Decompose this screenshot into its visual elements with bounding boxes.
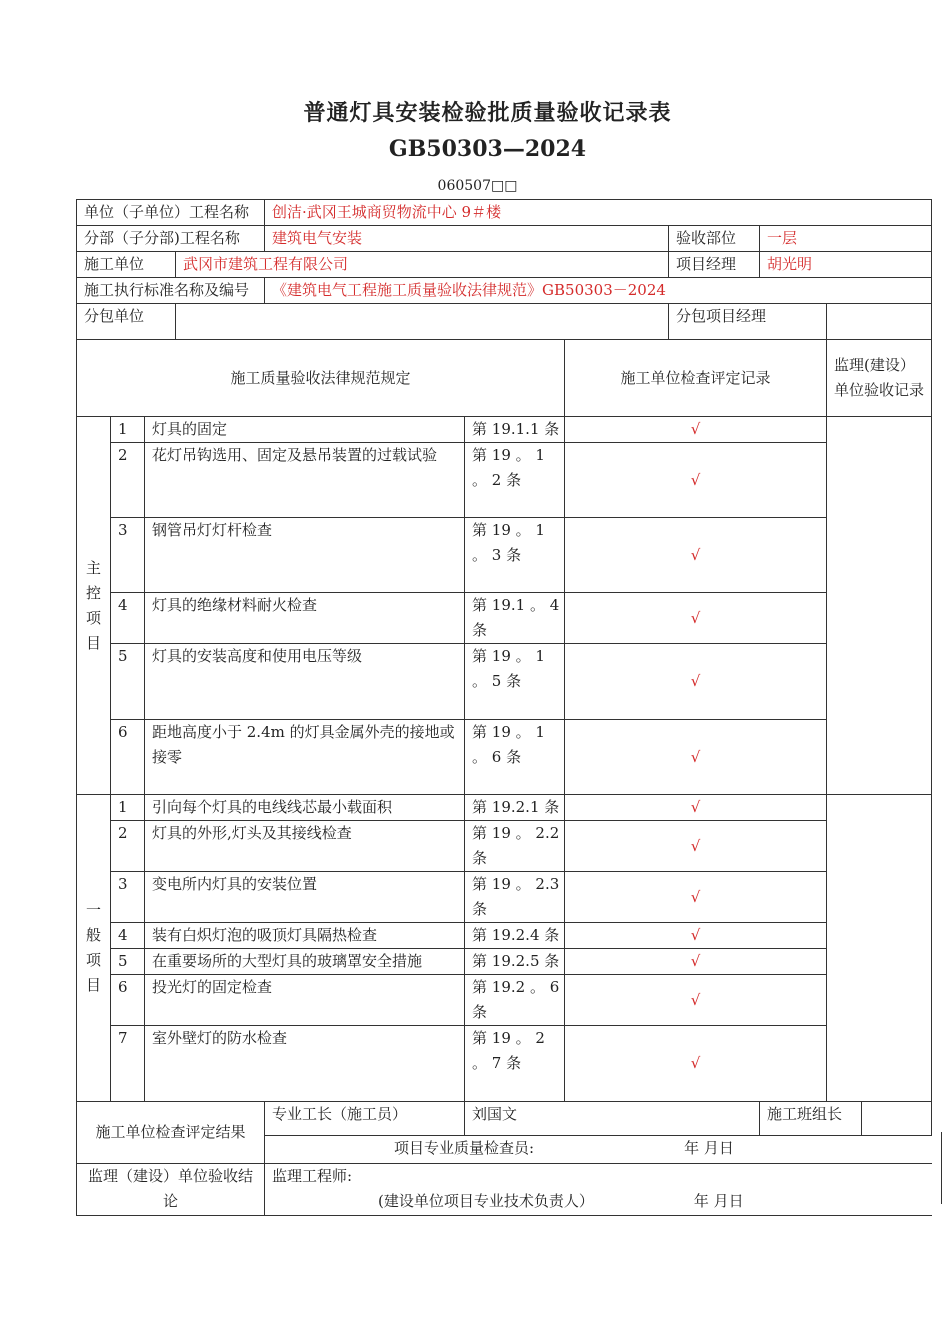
standard-code: GB50303—2024	[388, 136, 587, 162]
standard-value: 《建筑电气工程施工质量验收法律规范》GB50303－2024	[265, 278, 932, 304]
row-number: 5	[111, 949, 145, 975]
table-row	[77, 923, 932, 949]
project-manager-label: 项目经理	[669, 252, 760, 278]
subcontract-pm-value	[827, 304, 932, 340]
table-row	[77, 644, 932, 720]
check-mark: √	[565, 949, 827, 975]
main-supervision-record	[827, 417, 932, 795]
clause-reference: 第 19.2.5 条	[465, 949, 565, 975]
row-standard	[77, 278, 932, 304]
clause-reference: 第 19 。 1 。 3 条	[465, 518, 565, 593]
item-description: 灯具的固定	[145, 417, 465, 443]
contractor-value: 武冈市建筑工程有限公司	[176, 252, 669, 278]
row-foreman	[77, 1102, 932, 1136]
row-number: 6	[111, 975, 145, 1026]
row-number: 4	[111, 593, 145, 644]
check-mark: √	[565, 872, 827, 923]
table-row	[77, 443, 932, 518]
check-mark: √	[565, 518, 827, 593]
item-description: 花灯吊钩选用、固定及悬吊装置的过载试验	[145, 443, 465, 518]
form-title: 普通灯具安装检验批质量验收记录表	[303, 100, 672, 126]
item-description: 装有白炽灯泡的吸顶灯具隔热检查	[145, 923, 465, 949]
check-mark: √	[565, 795, 827, 821]
clause-reference: 第 19.2.1 条	[465, 795, 565, 821]
general-group-label: 一般项目	[77, 795, 111, 1102]
table-row	[77, 975, 932, 1026]
row-number: 7	[111, 1026, 145, 1102]
check-mark: √	[565, 821, 827, 872]
item-description: 引向每个灯具的电线线芯最小载面积	[145, 795, 465, 821]
check-mark: √	[565, 923, 827, 949]
clause-reference: 第 19.2 。 6 条	[465, 975, 565, 1026]
row-contractor	[77, 252, 932, 278]
check-mark: √	[565, 1026, 827, 1102]
standard-label: 施工执行标准名称及编号	[77, 278, 265, 304]
unit-name-value: 创洁·武冈王城商贸物流中心 9＃楼	[265, 200, 932, 226]
row-number: 5	[111, 644, 145, 720]
foreman-label: 专业工长（施工员）	[265, 1102, 465, 1136]
row-number: 6	[111, 720, 145, 795]
subcontract-unit-value	[176, 304, 669, 340]
clause-reference: 第 19.2.4 条	[465, 923, 565, 949]
clause-reference: 第 19 。 1 。 6 条	[465, 720, 565, 795]
team-leader-value	[862, 1102, 932, 1136]
table-row	[77, 593, 932, 644]
clause-reference: 第 19.1 。 4 条	[465, 593, 565, 644]
owner-tech-lead-label: (建设单位项目专业技术负责人）	[378, 1192, 594, 1210]
foreman-value: 刘国文	[465, 1102, 760, 1136]
supervision-header: 监理(建设）单位验收记录	[827, 340, 932, 417]
row-number: 1	[111, 795, 145, 821]
quality-inspector-label: 项目专业质量检查员:	[394, 1139, 535, 1157]
item-description: 钢管吊灯灯杆检查	[145, 518, 465, 593]
row-subdivision	[77, 226, 932, 252]
item-description: 灯具的绝缘材料耐火检查	[145, 593, 465, 644]
item-description: 变电所内灯具的安装位置	[145, 872, 465, 923]
table-row	[77, 518, 932, 593]
clause-reference: 第 19 。 2.2 条	[465, 821, 565, 872]
project-manager-value: 胡光明	[760, 252, 932, 278]
check-mark: √	[565, 443, 827, 518]
check-mark: √	[565, 644, 827, 720]
table-row	[77, 821, 932, 872]
general-supervision-record	[827, 795, 932, 1102]
unit-name-label: 单位（子单位）工程名称	[77, 200, 265, 226]
inspection-part-label: 验收部位	[669, 226, 760, 252]
item-description: 室外壁灯的防水检查	[145, 1026, 465, 1102]
row-number: 2	[111, 821, 145, 872]
table-row	[77, 949, 932, 975]
row-headers	[77, 340, 932, 417]
subdivision-value: 建筑电气安装	[265, 226, 669, 252]
table-row	[77, 720, 932, 795]
contractor-label: 施工单位	[77, 252, 176, 278]
row-number: 4	[111, 923, 145, 949]
row-number: 3	[111, 518, 145, 593]
item-description: 灯具的安装高度和使用电压等级	[145, 644, 465, 720]
check-mark: √	[565, 593, 827, 644]
table-row	[77, 872, 932, 923]
row-supervision-conclusion	[77, 1164, 932, 1216]
conclusion-date: 年 月日	[693, 1192, 744, 1210]
item-description: 距地高度小于 2.4m 的灯具金属外壳的接地或接零	[145, 720, 465, 795]
item-description: 在重要场所的大型灯具的玻璃罩安全措施	[145, 949, 465, 975]
spec-header: 施工质量验收法律规范规定	[77, 340, 565, 417]
row-number: 2	[111, 443, 145, 518]
record-header: 施工单位检查评定记录	[565, 340, 827, 417]
table-row	[77, 795, 932, 821]
subcontract-pm-label: 分包项目经理	[669, 304, 827, 340]
row-subcontract	[77, 304, 932, 340]
inspector-date: 年 月日	[684, 1139, 734, 1157]
row-number: 3	[111, 872, 145, 923]
main-group-label: 主控项目	[77, 417, 111, 795]
subcontract-unit-label: 分包单位	[77, 304, 176, 340]
supervision-engineer-label: 监理工程师:	[272, 1167, 353, 1185]
table-row	[77, 1026, 932, 1102]
subdivision-label: 分部（子分部)工程名称	[77, 226, 265, 252]
clause-reference: 第 19 。 1 。 5 条	[465, 644, 565, 720]
check-mark: √	[565, 720, 827, 795]
form-code: 060507□□	[437, 178, 518, 194]
item-description: 投光灯的固定检查	[145, 975, 465, 1026]
check-mark: √	[565, 417, 827, 443]
team-leader-label: 施工班组长	[760, 1102, 862, 1136]
item-description: 灯具的外形,灯头及其接线检查	[145, 821, 465, 872]
inspection-record-table	[76, 199, 932, 1216]
supervision-conclusion-label: 监理（建设）单位验收结论	[77, 1164, 265, 1216]
clause-reference: 第 19 。 1 。 2 条	[465, 443, 565, 518]
inspection-part-value: 一层	[760, 226, 932, 252]
table-row	[77, 417, 932, 443]
clause-reference: 第 19 。 2 。 7 条	[465, 1026, 565, 1102]
row-number: 1	[111, 417, 145, 443]
clause-reference: 第 19 。 2.3 条	[465, 872, 565, 923]
page-edge-line	[941, 1132, 950, 1204]
row-unit-name	[77, 200, 932, 226]
clause-reference: 第 19.1.1 条	[465, 417, 565, 443]
check-mark: √	[565, 975, 827, 1026]
contractor-result-label: 施工单位检查评定结果	[77, 1102, 265, 1164]
